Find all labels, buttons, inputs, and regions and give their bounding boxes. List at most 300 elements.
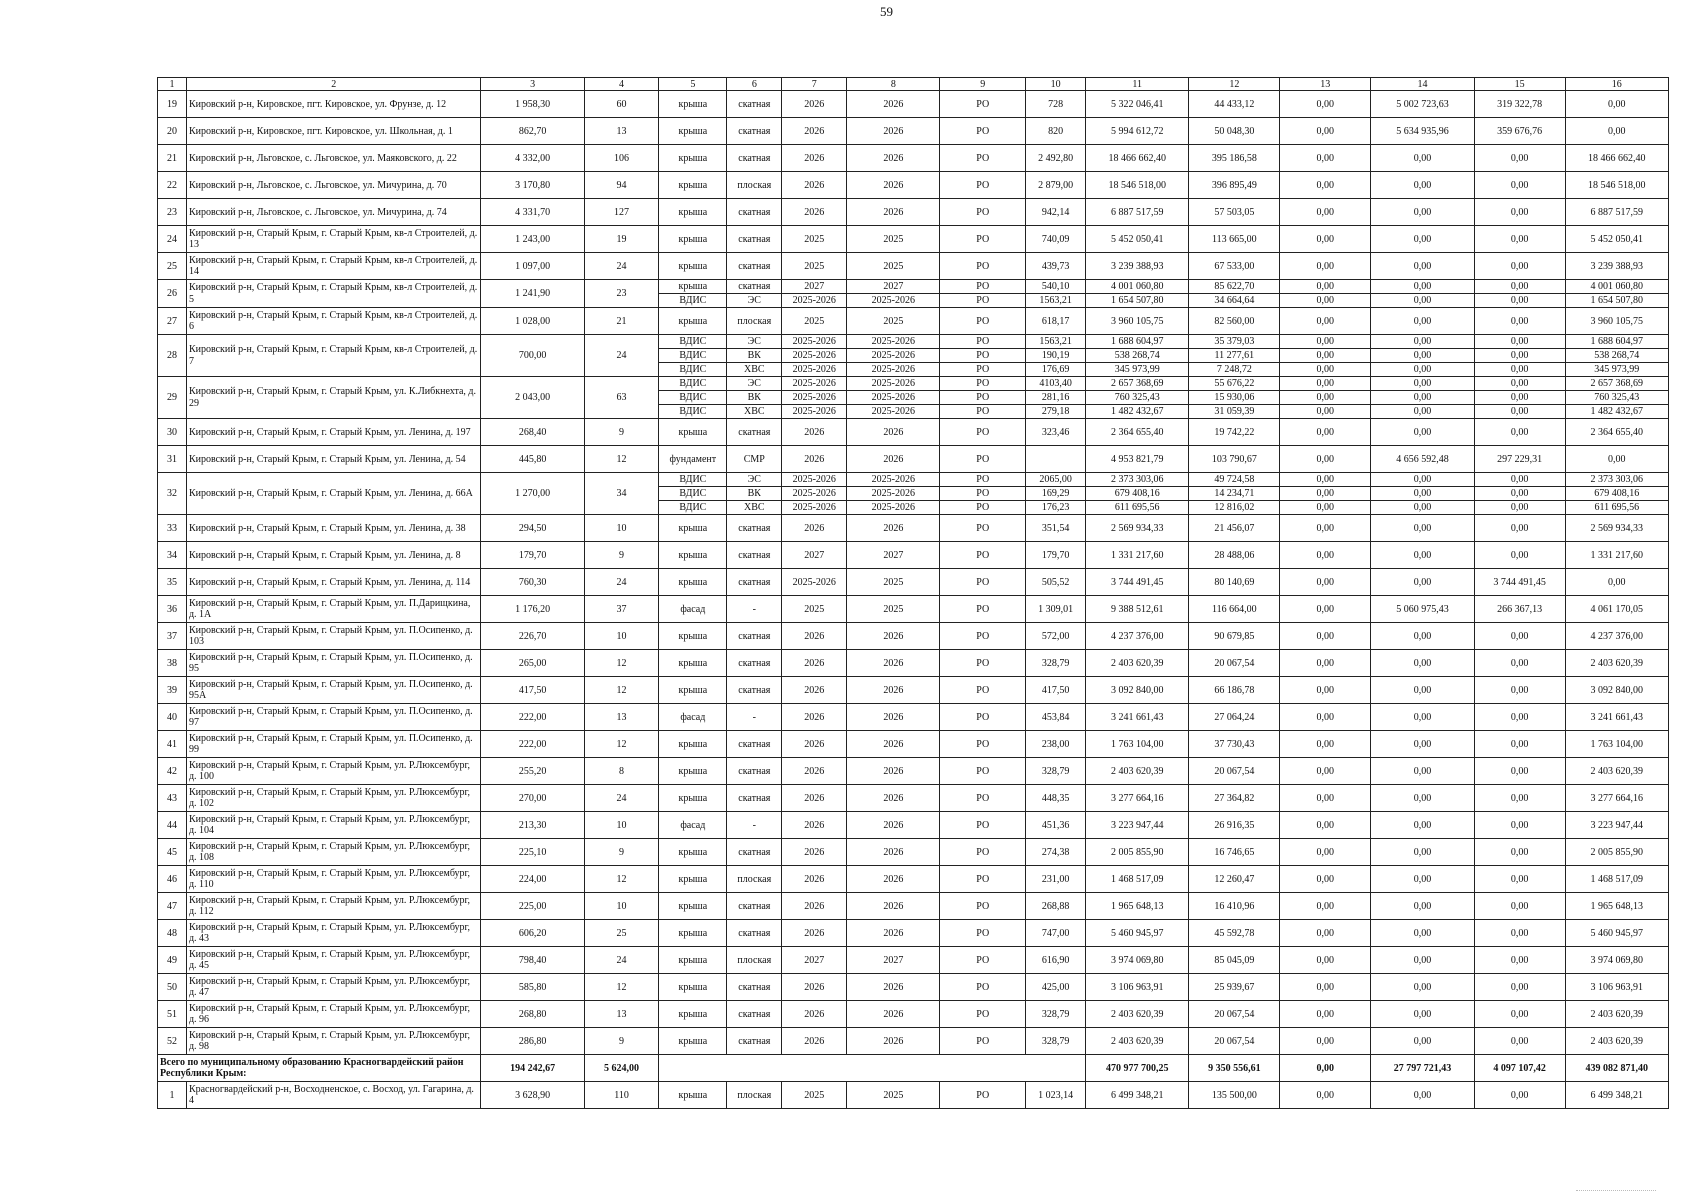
table-cell: РО [940,839,1026,866]
table-row [158,839,1669,866]
scan-artifact [1576,1190,1656,1192]
table-cell: крыша [659,1028,727,1055]
table-cell: 190,19 [1026,349,1086,363]
table-cell: 2026 [782,650,847,677]
table-cell: 1 309,01 [1026,596,1086,623]
residents-cell: 110 [584,1082,658,1109]
table-cell: ВДИС [659,335,727,349]
table-cell: 7 248,72 [1189,363,1280,377]
table-cell: 2026 [847,704,940,731]
area-cell: 1 243,00 [481,226,584,253]
table-cell: 0,00 [1474,515,1565,542]
table-cell: 2026 [847,920,940,947]
table-cell: крыша [659,866,727,893]
table-row [158,446,1669,473]
table-cell: 2025-2026 [847,363,940,377]
table-cell: плоская [727,1082,782,1109]
table-cell: ХВС [727,501,782,515]
table-cell: 2025-2026 [782,363,847,377]
table-cell: 3 744 491,45 [1086,569,1189,596]
table-cell: 0,00 [1280,172,1371,199]
table-cell: крыша [659,253,727,280]
table-row [158,812,1669,839]
table-cell: 5 002 723,63 [1371,91,1474,118]
table-cell: 0,00 [1474,349,1565,363]
table-cell: 2027 [782,947,847,974]
table-cell: 2026 [782,199,847,226]
table-cell: 0,00 [1371,974,1474,1001]
row-number: 33 [158,515,187,542]
table-cell: 281,16 [1026,391,1086,405]
table-cell: 1 482 432,67 [1565,405,1668,419]
table-cell: крыша [659,623,727,650]
table-cell: 611 695,56 [1565,501,1668,515]
table-cell: 0,00 [1565,446,1668,473]
address-cell: Кировский р-н, Старый Крым, г. Старый Крым, ул. Р.Люксембург, д. 102 [186,785,481,812]
table-cell: 2025-2026 [847,487,940,501]
table-cell: 351,54 [1026,515,1086,542]
area-cell: 760,30 [481,569,584,596]
table-row [158,280,1669,294]
table-cell: 0,00 [1371,542,1474,569]
table-cell: 0,00 [1280,623,1371,650]
table-cell: 0,00 [1280,677,1371,704]
table-cell: 2026 [782,1028,847,1055]
table-cell: ЭС [727,377,782,391]
table-cell: 37 730,43 [1189,731,1280,758]
table-cell: ВК [727,349,782,363]
table-cell: 0,00 [1280,294,1371,308]
table-cell: 0,00 [1280,731,1371,758]
row-number: 43 [158,785,187,812]
table-cell: РО [940,172,1026,199]
table-cell: РО [940,1001,1026,1028]
table-cell: 505,52 [1026,569,1086,596]
residents-cell: 12 [584,731,658,758]
table-cell: 135 500,00 [1189,1082,1280,1109]
address-cell: Кировский р-н, Старый Крым, г. Старый Крым, ул. П.Осипенко, д. 95 [186,650,481,677]
table-cell: РО [940,349,1026,363]
table-cell: 0,00 [1474,731,1565,758]
table-cell: 2065,00 [1026,473,1086,487]
column-number-cell: 8 [847,78,940,91]
table-cell: 0,00 [1474,377,1565,391]
table-cell: крыша [659,1082,727,1109]
table-row [158,947,1669,974]
table-row [158,1082,1669,1109]
table-cell: крыша [659,542,727,569]
address-cell: Кировский р-н, Старый Крым, г. Старый Крым, ул. Ленина, д. 197 [186,419,481,446]
table-cell: 1 965 648,13 [1086,893,1189,920]
table-cell: РО [940,91,1026,118]
total-area: 194 242,67 [481,1055,584,1082]
residents-cell: 63 [584,377,658,419]
table-row [158,377,1669,391]
column-number-cell: 2 [186,78,481,91]
table-cell: 3 960 105,75 [1086,308,1189,335]
table-cell: 0,00 [1371,280,1474,294]
table-cell: 2026 [847,758,940,785]
table-cell: 0,00 [1371,226,1474,253]
table-cell: 0,00 [1280,280,1371,294]
table-cell: 2026 [847,172,940,199]
table-cell: ВДИС [659,377,727,391]
table-cell: 5 994 612,72 [1086,118,1189,145]
table-cell: 2026 [782,91,847,118]
table-cell: 0,00 [1280,405,1371,419]
table-cell: 4 237 376,00 [1565,623,1668,650]
table-cell: 0,00 [1474,947,1565,974]
address-cell: Кировский р-н, Старый Крым, г. Старый Крым, ул. Ленина, д. 38 [186,515,481,542]
table-cell: 0,00 [1280,650,1371,677]
table-row [158,253,1669,280]
table-row [158,542,1669,569]
table-row [158,1001,1669,1028]
table-cell: 57 503,05 [1189,199,1280,226]
table-cell: 0,00 [1280,391,1371,405]
table-cell: РО [940,893,1026,920]
table-cell: фундамент [659,446,727,473]
table-cell: 679 408,16 [1565,487,1668,501]
table-cell: 2026 [782,145,847,172]
row-number: 29 [158,377,187,419]
table-cell: 538 268,74 [1086,349,1189,363]
residents-cell: 21 [584,308,658,335]
column-number-cell: 15 [1474,78,1565,91]
address-cell: Кировский р-н, Старый Крым, г. Старый Крым, ул. П.Осипенко, д. 97 [186,704,481,731]
column-number-cell: 1 [158,78,187,91]
row-number: 45 [158,839,187,866]
table-cell: 0,00 [1474,974,1565,1001]
table-cell: 2026 [782,893,847,920]
table-cell: 2026 [782,172,847,199]
table-cell: СМР [727,446,782,473]
address-cell: Кировский р-н, Старый Крым, г. Старый Крым, ул. П.Осипенко, д. 103 [186,623,481,650]
row-number: 36 [158,596,187,623]
residents-cell: 12 [584,974,658,1001]
table-cell: РО [940,704,1026,731]
address-cell: Кировский р-н, Льговское, с. Льговское, ул. Мичурина, д. 74 [186,199,481,226]
table-cell: 3 974 069,80 [1086,947,1189,974]
table-cell: скатная [727,91,782,118]
table-cell: 12 816,02 [1189,501,1280,515]
table-cell: 49 724,58 [1189,473,1280,487]
address-cell: Красногвардейский р-н, Восходненское, с. Восход, ул. Гагарина, д. 4 [186,1082,481,1109]
table-cell: 359 676,76 [1474,118,1565,145]
table-cell: 0,00 [1280,253,1371,280]
table-cell: скатная [727,1001,782,1028]
table-cell: 116 664,00 [1189,596,1280,623]
table-cell: ЭС [727,335,782,349]
table-cell: 0,00 [1474,1082,1565,1109]
table-cell: 0,00 [1474,363,1565,377]
residents-cell: 24 [584,947,658,974]
table-cell: 85 622,70 [1189,280,1280,294]
table-cell: РО [940,363,1026,377]
table-cell: 20 067,54 [1189,650,1280,677]
table-cell: 0,00 [1474,335,1565,349]
row-number: 20 [158,118,187,145]
table-cell: 2 403 620,39 [1086,1001,1189,1028]
table-cell: 2025-2026 [782,335,847,349]
table-cell: 0,00 [1474,920,1565,947]
table-cell: 616,90 [1026,947,1086,974]
address-cell: Кировский р-н, Льговское, с. Льговское, ул. Маяковского, д. 22 [186,145,481,172]
table-cell: 18 546 518,00 [1086,172,1189,199]
table-cell: 328,79 [1026,1001,1086,1028]
table-cell: 2 403 620,39 [1565,1001,1668,1028]
table-cell: 0,00 [1474,542,1565,569]
table-cell: 0,00 [1371,335,1474,349]
total-col-13: 0,00 [1280,1055,1371,1082]
table-cell: 0,00 [1371,1001,1474,1028]
table-cell: 0,00 [1371,377,1474,391]
column-number-cell: 14 [1371,78,1474,91]
table-cell: РО [940,812,1026,839]
address-cell: Кировский р-н, Старый Крым, г. Старый Крым, ул. Ленина, д. 114 [186,569,481,596]
area-cell: 862,70 [481,118,584,145]
table-cell: РО [940,487,1026,501]
row-number: 35 [158,569,187,596]
table-cell: плоская [727,947,782,974]
area-cell: 700,00 [481,335,584,377]
table-cell: 2025 [847,308,940,335]
table-row [158,419,1669,446]
table-cell: 0,00 [1371,893,1474,920]
table-cell: 0,00 [1371,677,1474,704]
table-cell: 2025-2026 [782,405,847,419]
column-number-row [158,78,1669,91]
table-cell: 0,00 [1565,569,1668,596]
table-cell: 0,00 [1280,349,1371,363]
table-cell: крыша [659,199,727,226]
table-cell: 2026 [782,839,847,866]
row-number: 23 [158,199,187,226]
table-cell: 0,00 [1474,419,1565,446]
table-cell: 0,00 [1474,172,1565,199]
area-cell: 417,50 [481,677,584,704]
table-cell: 2025 [782,226,847,253]
table-cell: 3 239 388,93 [1086,253,1189,280]
table-cell: 3 239 388,93 [1565,253,1668,280]
table-cell: 179,70 [1026,542,1086,569]
table-cell: 18 466 662,40 [1086,145,1189,172]
table-cell: 2025 [847,253,940,280]
residents-cell: 24 [584,335,658,377]
table-cell: крыша [659,145,727,172]
table-cell: 3 092 840,00 [1086,677,1189,704]
table-row [158,515,1669,542]
table-cell: 50 048,30 [1189,118,1280,145]
row-number: 19 [158,91,187,118]
table-cell: 3 223 947,44 [1086,812,1189,839]
table-cell: 611 695,56 [1086,501,1189,515]
table-cell: 1 688 604,97 [1565,335,1668,349]
table-cell: 0,00 [1474,280,1565,294]
table-row [158,974,1669,1001]
row-number: 51 [158,1001,187,1028]
table-cell: 439,73 [1026,253,1086,280]
table-cell: 2 569 934,33 [1086,515,1189,542]
residents-cell: 12 [584,650,658,677]
table-row [158,893,1669,920]
residents-cell: 10 [584,893,658,920]
table-row [158,758,1669,785]
table-cell: 2026 [782,677,847,704]
table-cell: 453,84 [1026,704,1086,731]
table-cell: РО [940,377,1026,391]
table-cell: фасад [659,704,727,731]
table-cell: 0,00 [1280,501,1371,515]
residents-cell: 9 [584,1028,658,1055]
table-cell: 2025-2026 [847,377,940,391]
table-cell: 2 403 620,39 [1565,1028,1668,1055]
residents-cell: 23 [584,280,658,308]
table-cell: РО [940,515,1026,542]
table-cell: 0,00 [1280,893,1371,920]
table-cell: 20 067,54 [1189,1028,1280,1055]
row-number: 30 [158,419,187,446]
table-cell: 279,18 [1026,405,1086,419]
table-cell: 2025 [782,1082,847,1109]
table-cell: 0,00 [1371,308,1474,335]
area-cell: 798,40 [481,947,584,974]
area-cell: 268,40 [481,419,584,446]
table-cell: 0,00 [1371,199,1474,226]
area-cell: 270,00 [481,785,584,812]
table-cell: 0,00 [1280,1082,1371,1109]
area-cell: 606,20 [481,920,584,947]
area-cell: 179,70 [481,542,584,569]
area-cell: 585,80 [481,974,584,1001]
table-cell: 2026 [847,839,940,866]
table-cell: 1 654 507,80 [1086,294,1189,308]
table-cell: РО [940,596,1026,623]
table-cell: 2 364 655,40 [1086,419,1189,446]
table-cell: РО [940,391,1026,405]
table-cell: 4 237 376,00 [1086,623,1189,650]
table-cell: 0,00 [1280,920,1371,947]
table-cell: РО [940,731,1026,758]
column-number-cell: 6 [727,78,782,91]
table-cell: 2027 [782,542,847,569]
table-cell: 2026 [847,515,940,542]
table-cell: 0,00 [1474,812,1565,839]
area-cell: 222,00 [481,731,584,758]
table-cell: крыша [659,677,727,704]
column-number-cell: 13 [1280,78,1371,91]
table-cell: 0,00 [1371,419,1474,446]
table-cell: 2026 [847,118,940,145]
table-cell: 0,00 [1280,308,1371,335]
table-cell: 2026 [847,731,940,758]
row-number: 40 [158,704,187,731]
table-cell: 4 953 821,79 [1086,446,1189,473]
row-number: 38 [158,650,187,677]
table-cell: 0,00 [1474,226,1565,253]
table-cell: скатная [727,650,782,677]
table-cell: 0,00 [1474,145,1565,172]
table-cell: 4 061 170,05 [1565,596,1668,623]
table-cell: 297 229,31 [1474,446,1565,473]
table-cell [1026,446,1086,473]
table-cell: 0,00 [1280,866,1371,893]
table-cell: 345 973,99 [1565,363,1668,377]
row-number: 39 [158,677,187,704]
table-cell: 2026 [847,974,940,1001]
table-cell: РО [940,650,1026,677]
row-number: 28 [158,335,187,377]
table-cell: 103 790,67 [1189,446,1280,473]
table-cell: 328,79 [1026,1028,1086,1055]
table-cell: 2026 [847,1028,940,1055]
address-cell: Кировский р-н, Старый Крым, г. Старый Крым, ул. Р.Люксембург, д. 47 [186,974,481,1001]
table-cell: 1 468 517,09 [1565,866,1668,893]
area-cell: 1 097,00 [481,253,584,280]
table-cell: крыша [659,419,727,446]
table-cell: плоская [727,172,782,199]
table-row [158,866,1669,893]
table-cell: 0,00 [1280,446,1371,473]
table-cell: 2025 [782,596,847,623]
table-cell: 2026 [782,419,847,446]
table-cell: 451,36 [1026,812,1086,839]
table-cell: 0,00 [1280,596,1371,623]
table-cell: 2026 [782,974,847,1001]
table-cell: фасад [659,812,727,839]
table-cell: 0,00 [1474,253,1565,280]
residents-cell: 13 [584,704,658,731]
address-cell: Кировский р-н, Старый Крым, г. Старый Крым, кв-л Строителей, д. 5 [186,280,481,308]
table-cell: 679 408,16 [1086,487,1189,501]
table-cell: РО [940,446,1026,473]
table-row [158,650,1669,677]
table-cell: 2 403 620,39 [1086,1028,1189,1055]
table-cell: 3 223 947,44 [1565,812,1668,839]
table-cell: 266 367,13 [1474,596,1565,623]
table-cell: 728 [1026,91,1086,118]
table-cell: 14 234,71 [1189,487,1280,501]
table-cell: 2025 [847,226,940,253]
capital-repair-table [157,77,1669,1109]
table-cell: скатная [727,920,782,947]
table-cell: 2025-2026 [782,377,847,391]
table-cell: 0,00 [1280,118,1371,145]
table-cell: РО [940,866,1026,893]
table-cell: РО [940,419,1026,446]
area-cell: 294,50 [481,515,584,542]
table-cell: 0,00 [1371,812,1474,839]
address-cell: Кировский р-н, Старый Крым, г. Старый Крым, ул. Р.Люксембург, д. 43 [186,920,481,947]
table-cell: скатная [727,623,782,650]
table-row [158,731,1669,758]
table-cell: 20 067,54 [1189,1001,1280,1028]
table-cell: 538 268,74 [1565,349,1668,363]
table-cell: РО [940,542,1026,569]
total-label: Всего по муниципальному образованию Красногвардейский район Республики Крым: [158,1055,481,1082]
table-cell: 2 403 620,39 [1565,650,1668,677]
table-cell: 1 331 217,60 [1086,542,1189,569]
table-cell: РО [940,308,1026,335]
area-cell: 1 958,30 [481,91,584,118]
residents-cell: 10 [584,623,658,650]
table-cell: РО [940,1082,1026,1109]
table-cell: 85 045,09 [1189,947,1280,974]
table-cell: РО [940,785,1026,812]
area-cell: 2 043,00 [481,377,584,419]
table-cell: 395 186,58 [1189,145,1280,172]
table-cell: 820 [1026,118,1086,145]
